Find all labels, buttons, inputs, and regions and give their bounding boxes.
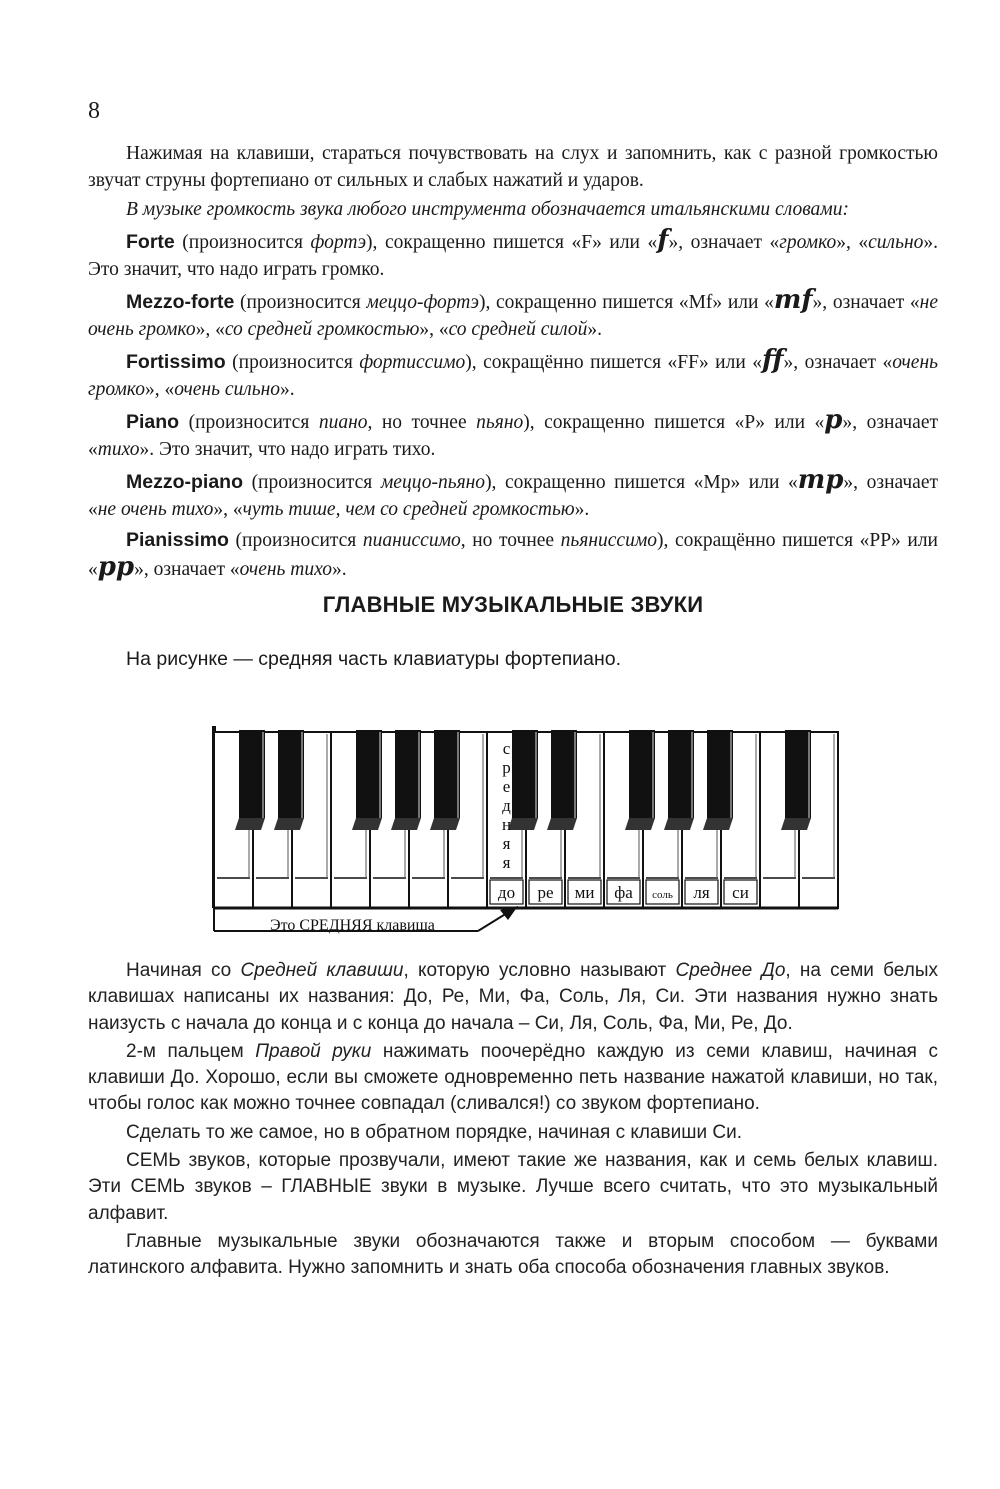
meaning: тихо (97, 439, 140, 460)
text: (произносится (225, 352, 360, 373)
meaning: со средней силой (448, 319, 588, 340)
text: », « (195, 319, 225, 340)
text: », « (213, 499, 243, 520)
piano-paragraph (88, 407, 938, 463)
text: (произносится (234, 292, 367, 313)
meaning: чуть тише, чем со средней громкостью (242, 499, 575, 520)
middle-vertical-label (502, 739, 511, 872)
middle-label-letter: с (502, 739, 511, 758)
pronunciation: пьяно (476, 412, 524, 433)
paragraph-3: Сделать то же самое, но в обратном порядке, начиная с клавиши Си. (126, 1121, 742, 1143)
term-piano: Piano (126, 411, 180, 433)
text: ». Это значит, что надо играть тихо. (139, 439, 436, 460)
term-mezzo-piano: Mezzo-piano (126, 471, 243, 493)
middle-label-letter: я (502, 834, 511, 853)
meaning: громко (779, 232, 837, 253)
pronunciation: фортиссимо (359, 352, 466, 373)
note-label: ми (574, 883, 595, 902)
main-sounds-section (88, 958, 938, 1282)
middle-label-letter: д (502, 796, 511, 815)
text: ), сокращённо пишется «PP» или « (88, 530, 938, 580)
emphasis: Средней клавиши (240, 960, 404, 981)
meaning: не очень тихо (97, 499, 214, 520)
text: », означает « (783, 352, 893, 373)
note-label: ре (537, 883, 554, 902)
pronunciation: пиано (318, 412, 368, 433)
text: (произносится (174, 232, 311, 253)
note-label-box (568, 880, 601, 904)
text: », означает « (812, 292, 920, 313)
text: (произносится (228, 530, 363, 551)
italian-words-intro: В музыке громкость звука любого инструмента обозначается итальянскими словами: (126, 199, 849, 220)
text: (произносится (179, 412, 319, 433)
text: ». Это значит, что надо играть громко. (88, 232, 938, 280)
text: ), сокращённо пишется «FF» или « (465, 352, 763, 373)
note-label: до (497, 883, 516, 902)
meaning: сильно (868, 232, 924, 253)
arrow-label: Это СРЕДНЯЯ клавиша (270, 917, 435, 934)
note-label-box (685, 880, 718, 904)
meaning: очень громко (88, 352, 939, 400)
meaning: не очень громко (88, 292, 938, 340)
figure-caption: На рисунке — средняя часть клавиатуры фортепиано. (126, 648, 622, 670)
black-key (274, 730, 304, 830)
term-pianissimo: Pianissimo (126, 529, 229, 551)
term-forte: Forte (126, 231, 175, 253)
note-labels (490, 880, 757, 904)
page-number: 8 (88, 98, 100, 124)
dynamic-symbol-mp: mp (797, 465, 844, 495)
text: нажимать поочерёдно каждую из семи клавиш, начиная с клавиши До. Хорошо, если вы сможете одновременно петь название нажатой клавиши, но так, чтобы голос как можно точнее совпадал (сливался!) со звуком фортепиано. (88, 1040, 939, 1115)
middle-label-letter: е (502, 777, 511, 796)
fortissimo-paragraph (88, 347, 938, 403)
note-label-box (607, 880, 640, 904)
dynamics-section (88, 140, 938, 583)
text: ». (280, 379, 295, 400)
dynamic-symbol-ff: ff (762, 345, 784, 375)
meaning: очень тихо (239, 559, 333, 580)
meaning: очень сильно (174, 379, 281, 400)
text: », « (419, 319, 449, 340)
black-key (547, 730, 577, 830)
middle-label-letter: н (501, 815, 512, 834)
pronunciation: пьяниссимо (560, 530, 658, 551)
mezzo-piano-paragraph (88, 467, 938, 523)
piano-keyboard-figure (200, 718, 860, 943)
black-key (508, 730, 538, 830)
dynamic-symbol-mf: mf (773, 285, 813, 315)
text: ), сокращенно пишется «P» или « (523, 412, 825, 433)
text: », означает « (88, 412, 939, 460)
section-heading: ГЛАВНЫЕ МУЗЫКАЛЬНЫЕ ЗВУКИ (322, 592, 704, 617)
pronunciation: пианиссимо (362, 530, 461, 551)
forte-paragraph (88, 227, 938, 283)
note-label-box (490, 880, 523, 904)
black-key (625, 730, 655, 830)
meaning: со средней громкостью (224, 319, 420, 340)
emphasis: Правой руки (255, 1040, 372, 1062)
term-mezzo-forte: Mezzo-forte (126, 291, 235, 313)
note-label-box (529, 880, 562, 904)
middle-label-letter: я (502, 853, 511, 872)
text: », означает « (134, 559, 240, 580)
text: ), сокращенно пишется «Mp» или « (485, 472, 798, 493)
text: , но точнее (367, 412, 477, 433)
pronunciation: фортэ (310, 232, 367, 253)
mezzo-forte-paragraph (88, 287, 938, 343)
pianissimo-paragraph (88, 527, 938, 583)
text: ), сокращенно пишется «F» или « (366, 232, 658, 253)
text: », « (836, 232, 869, 253)
emphasis: Среднее До (675, 960, 786, 981)
pronunciation: меццо-фортэ (366, 292, 479, 313)
text: », означает « (88, 472, 939, 520)
text: », означает « (668, 232, 780, 253)
text: », « (144, 379, 175, 400)
paragraph-2 (88, 1039, 938, 1118)
pronunciation: меццо-пьяно (380, 472, 486, 493)
text: Начиная со (126, 960, 241, 981)
note-label-box (724, 880, 757, 904)
text: ), сокращенно пишется «Mf» или « (478, 292, 774, 313)
dynamic-symbol-f: f (657, 225, 669, 255)
dynamic-symbol-p: p (824, 405, 843, 435)
text: (произносится (243, 472, 381, 493)
dynamic-symbol-pp: pp (97, 552, 135, 582)
text: , которую условно называют (403, 960, 676, 981)
text: 2-м пальцем (126, 1040, 256, 1062)
text: , на семи белых клавишах написаны их названия: До, Ре, Ми, Фа, Соль, Ля, Си. Эти названия нужно знать наизусть с начала до конца и с конца до начала – Си, Ля, Соль, Фа, Ми, Ре, До. (88, 960, 938, 1034)
black-key (391, 730, 421, 830)
note-label: фа (614, 883, 633, 902)
paragraph-5: Главные музыкальные звуки обозначаются также и вторым способом — буквами латинского алфавита. Нужно запомнить и знать оба способа обозначения главных звуков. (88, 1230, 938, 1279)
black-key (781, 730, 811, 830)
note-label-box (646, 880, 679, 904)
text: ». (332, 559, 347, 580)
arrow-callout (214, 906, 518, 934)
black-key (664, 730, 694, 830)
text: , но точнее (460, 530, 561, 551)
text: ». (574, 499, 590, 520)
black-key (430, 730, 460, 830)
black-key (235, 730, 265, 830)
note-label: ля (693, 883, 710, 902)
text: ». (587, 319, 603, 340)
note-label: си (732, 883, 749, 902)
paragraph-1 (88, 958, 938, 1037)
intro-paragraph: Нажимая на клавиши, стараться почувствовать на слух и запомнить, как с разной громкостью звучат струны фортепиано от сильных и слабых нажатий и ударов. (88, 143, 938, 191)
paragraph-4: СЕМЬ звуков, которые прозвучали, имеют такие же названия, как и семь белых клавиш. Эти СЕМЬ звуков – ГЛАВНЫЕ звуки в музыке. Лучше всего считать, что это музыкальный алфавит. (88, 1150, 938, 1224)
term-fortissimo: Fortissimo (126, 351, 226, 373)
note-label: соль (652, 889, 673, 901)
middle-label-letter: р (502, 758, 511, 777)
black-key (352, 730, 382, 830)
black-key (703, 730, 733, 830)
